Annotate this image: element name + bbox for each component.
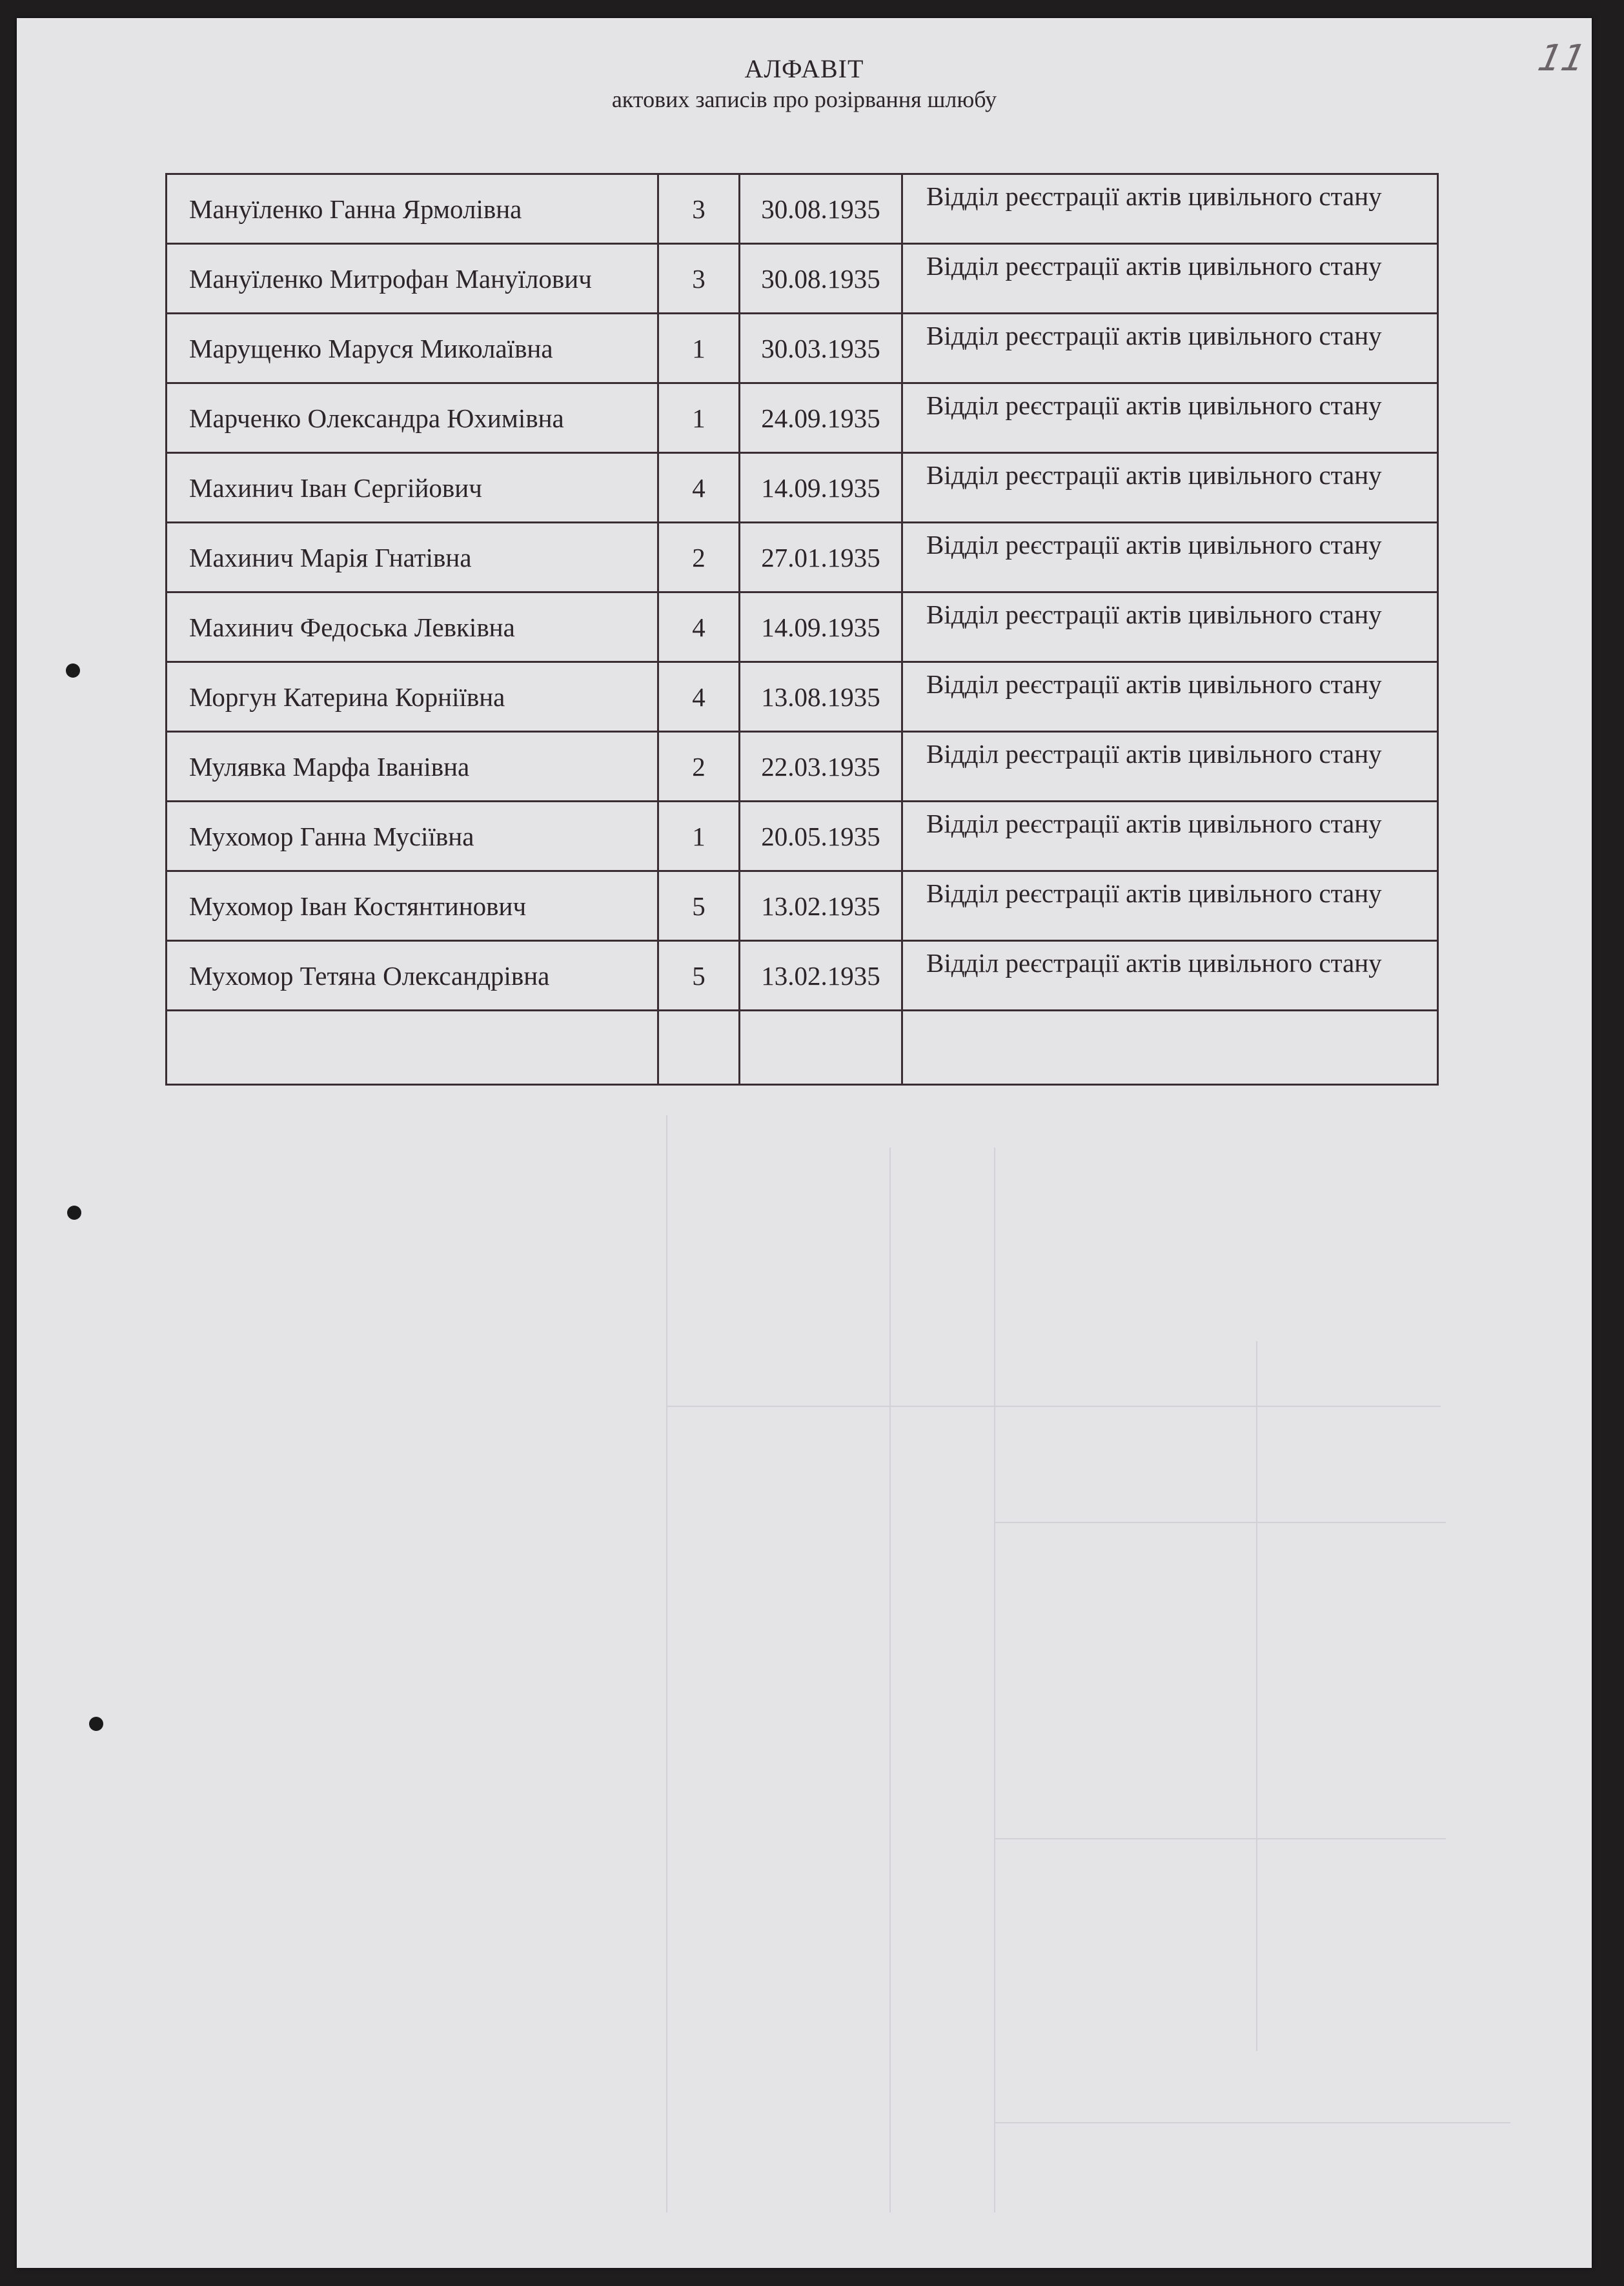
record-number-cell: 4 <box>658 662 740 732</box>
record-number-cell: 5 <box>658 871 740 941</box>
person-name-cell: Махинич Іван Сергійович <box>167 453 658 523</box>
table-row <box>167 871 1438 941</box>
empty-cell <box>167 1011 658 1085</box>
table-row <box>167 383 1438 453</box>
registry-office-cell: Відділ реєстрації актів цивільного стану <box>902 732 1438 802</box>
record-date-cell: 30.08.1935 <box>740 244 902 314</box>
show-through-line <box>994 1522 1446 1523</box>
record-date-cell: 14.09.1935 <box>740 592 902 662</box>
record-number-cell: 1 <box>658 383 740 453</box>
record-number-cell: 4 <box>658 453 740 523</box>
record-number-cell: 5 <box>658 941 740 1011</box>
show-through-line <box>994 1148 995 2212</box>
registry-office-cell: Відділ реєстрації актів цивільного стану <box>902 662 1438 732</box>
registry-office-cell: Відділ реєстрації актів цивільного стану <box>902 871 1438 941</box>
show-through-line <box>994 1838 1446 1839</box>
table-row <box>167 244 1438 314</box>
empty-table-row <box>167 1011 1438 1085</box>
registry-office-cell: Відділ реєстрації актів цивільного стану <box>902 802 1438 871</box>
registry-office-cell: Відділ реєстрації актів цивільного стану <box>902 592 1438 662</box>
record-date-cell: 30.08.1935 <box>740 174 902 244</box>
show-through-line <box>994 2122 1510 2123</box>
registry-office-cell: Відділ реєстрації актів цивільного стану <box>902 523 1438 592</box>
document-page <box>17 18 1592 2268</box>
record-date-cell: 27.01.1935 <box>740 523 902 592</box>
folio-number: 11 <box>1534 37 1590 79</box>
document-title: АЛФАВІТ <box>744 54 864 83</box>
table-row <box>167 662 1438 732</box>
table-row <box>167 592 1438 662</box>
table-row <box>167 802 1438 871</box>
person-name-cell: Моргун Катерина Корніївна <box>167 662 658 732</box>
person-name-cell: Мухомор Ганна Мусіївна <box>167 802 658 871</box>
record-number-cell: 2 <box>658 732 740 802</box>
punch-hole-mark <box>66 663 80 678</box>
registry-office-cell: Відділ реєстрації актів цивільного стану <box>902 453 1438 523</box>
show-through-line <box>666 1115 667 2212</box>
person-name-cell: Мухомор Іван Костянтинович <box>167 871 658 941</box>
record-date-cell: 22.03.1935 <box>740 732 902 802</box>
record-date-cell: 24.09.1935 <box>740 383 902 453</box>
record-number-cell: 1 <box>658 314 740 383</box>
document-subtitle: актових записів про розірвання шлюбу <box>611 86 997 112</box>
record-date-cell: 13.02.1935 <box>740 941 902 1011</box>
record-number-cell: 1 <box>658 802 740 871</box>
registry-office-cell: Відділ реєстрації актів цивільного стану <box>902 244 1438 314</box>
person-name-cell: Махинич Федоська Левківна <box>167 592 658 662</box>
empty-cell <box>740 1011 902 1085</box>
table-row <box>167 732 1438 802</box>
registry-office-cell: Відділ реєстрації актів цивільного стану <box>902 174 1438 244</box>
person-name-cell: Марченко Олександра Юхимівна <box>167 383 658 453</box>
record-number-cell: 2 <box>658 523 740 592</box>
show-through-line <box>666 1406 1441 1407</box>
registry-office-cell: Відділ реєстрації актів цивільного стану <box>902 383 1438 453</box>
record-number-cell: 3 <box>658 174 740 244</box>
record-number-cell: 3 <box>658 244 740 314</box>
person-name-cell: Марущенко Маруся Миколаївна <box>167 314 658 383</box>
person-name-cell: Мухомор Тетяна Олександрівна <box>167 941 658 1011</box>
table-row <box>167 523 1438 592</box>
table-row <box>167 941 1438 1011</box>
table-row <box>167 314 1438 383</box>
table-row <box>167 453 1438 523</box>
record-number-cell: 4 <box>658 592 740 662</box>
registry-office-cell: Відділ реєстрації актів цивільного стану <box>902 314 1438 383</box>
show-through-line <box>889 1148 891 2212</box>
person-name-cell: Мулявка Марфа Іванівна <box>167 732 658 802</box>
person-name-cell: Махинич Марія Гнатівна <box>167 523 658 592</box>
person-name-cell: Мануїленко Ганна Ярмолівна <box>167 174 658 244</box>
punch-hole-mark <box>67 1206 81 1220</box>
registry-office-cell: Відділ реєстрації актів цивільного стану <box>902 941 1438 1011</box>
record-date-cell: 20.05.1935 <box>740 802 902 871</box>
person-name-cell: Мануїленко Митрофан Мануїлович <box>167 244 658 314</box>
record-date-cell: 13.02.1935 <box>740 871 902 941</box>
divorce-records-table <box>165 173 1439 1086</box>
record-date-cell: 14.09.1935 <box>740 453 902 523</box>
empty-cell <box>658 1011 740 1085</box>
empty-cell <box>902 1011 1438 1085</box>
table-row <box>167 174 1438 244</box>
punch-hole-mark <box>89 1717 103 1731</box>
record-date-cell: 13.08.1935 <box>740 662 902 732</box>
record-date-cell: 30.03.1935 <box>740 314 902 383</box>
show-through-line <box>1256 1341 1257 2051</box>
